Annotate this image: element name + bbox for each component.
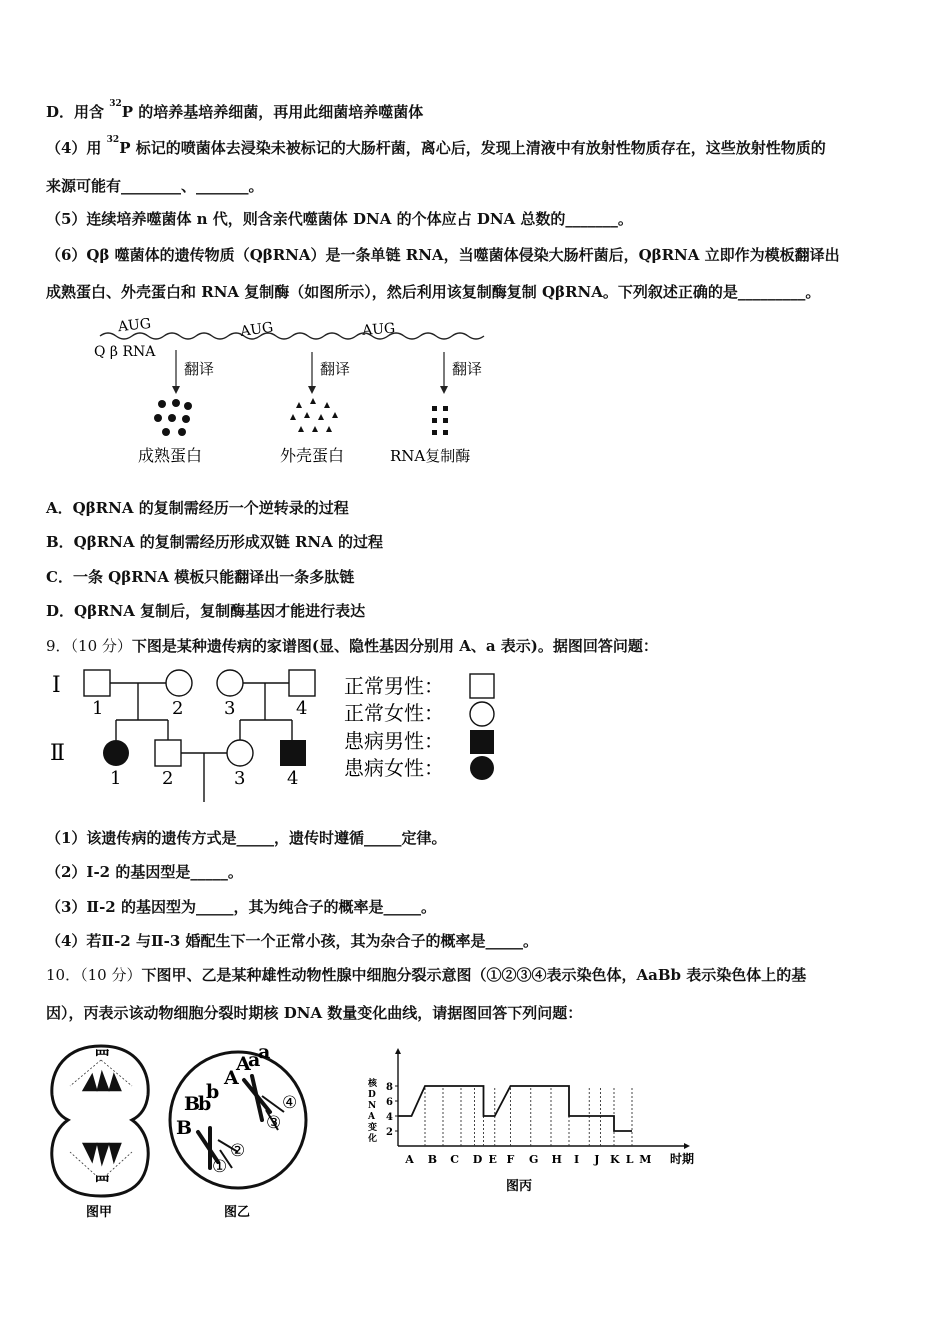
i4-num: 4 <box>296 698 308 719</box>
i2-num: 2 <box>172 698 184 719</box>
i3-normal-female <box>217 670 243 696</box>
legend-normal-male-text: 正常男性： <box>344 674 444 698</box>
x-tick-label: I <box>574 1153 580 1166</box>
label-jia: 图甲 <box>86 1205 113 1220</box>
centrosome-top: 罒 <box>94 1047 111 1066</box>
gen-label-1: Ⅰ <box>52 673 61 698</box>
gene-A2: A <box>224 1067 239 1089</box>
product-replicase: RNA复制酶 <box>390 447 471 465</box>
y-axis-label-char: 变 <box>368 1123 378 1133</box>
gene-a1: a <box>248 1049 261 1071</box>
ii4-num: 4 <box>287 768 299 789</box>
y-tick-label: 8 <box>386 1082 393 1093</box>
q9-sub2: （2）Ⅰ-2 的基因型是_____。 <box>46 863 243 881</box>
dna-curve <box>398 1086 632 1131</box>
option-d-line <box>46 101 423 122</box>
i2-normal-female <box>166 670 192 696</box>
q5-line: （5）连续培养噬菌体 n 代，则含亲代噬菌体 DNA 的个体应占 DNA 总数的_______。 <box>46 210 633 228</box>
centrosome-bottom: 罒 <box>94 1173 111 1192</box>
product-coat: 外壳蛋白 <box>280 446 345 465</box>
x-tick-label: M <box>639 1153 652 1166</box>
q4-rest: P 标记的喷菌体去浸染未被标记的大肠杆菌，离心后，发现上清液中有放射性物质存在，这些放射性物质的 <box>119 139 826 157</box>
legend-affected-female-text: 患病女性： <box>344 756 444 780</box>
x-tick-label: J <box>594 1153 600 1166</box>
x-tick-label: D <box>472 1153 483 1166</box>
gen-label-2: Ⅱ <box>50 741 65 766</box>
option-c: C．一条 QβRNA 模板只能翻译出一条多肽链 <box>46 568 355 586</box>
q6-line2: 成熟蛋白、外壳蛋白和 RNA 复制酶（如图所示），然后利用该复制酶复制 QβRNA。下列叙述正确的是_________。 <box>46 283 821 301</box>
ii3-num: 3 <box>234 768 246 789</box>
option-d-rest: P 的培养基培养细菌，再用此细菌培养噬菌体 <box>121 103 424 121</box>
chart-bing <box>350 1046 695 1196</box>
ii4-affected-male <box>280 740 306 766</box>
gene-b1: b <box>198 1093 212 1115</box>
y-axis-label-char: N <box>368 1101 377 1111</box>
x-tick-label: C <box>450 1153 460 1166</box>
label-yi: 图乙 <box>224 1205 251 1220</box>
q4-line <box>46 137 826 158</box>
legend-affected-female-icon <box>470 756 494 780</box>
y-axis-label-char: 化 <box>368 1134 378 1144</box>
chart-title: 图丙 <box>506 1179 533 1194</box>
x-tick-label: A <box>405 1153 414 1166</box>
q10-number: 10．（10 分） <box>46 966 142 984</box>
q4-line2: 来源可能有________、_______。 <box>46 177 264 195</box>
cell-yi-figure <box>166 1040 316 1220</box>
product-mature: 成熟蛋白 <box>138 446 203 465</box>
y-tick-label: 4 <box>386 1112 393 1123</box>
chrom-2: ② <box>230 1141 246 1161</box>
x-tick-label: H <box>551 1153 562 1166</box>
legend-normal-male-icon <box>470 674 494 698</box>
codon-3: AUG <box>361 320 396 339</box>
x-tick-label: E <box>488 1153 497 1166</box>
translate-2: 翻译 <box>320 360 351 378</box>
x-axis-label: 时期 <box>670 1152 695 1166</box>
y-axis-arrow <box>395 1048 401 1054</box>
option-d-prefix: D．用含 <box>46 103 110 121</box>
chrom-3: ③ <box>266 1113 282 1133</box>
x-tick-label: B <box>427 1153 438 1166</box>
gene-B1: B <box>184 1093 201 1115</box>
legend-affected-male-text: 患病男性： <box>344 729 444 753</box>
translate-1: 翻译 <box>184 360 215 378</box>
y-tick-label: 6 <box>386 1097 393 1108</box>
qbeta-figure <box>90 308 510 473</box>
i3-num: 3 <box>224 698 236 719</box>
chrom-4: ④ <box>282 1093 298 1113</box>
y-axis-label-char: D <box>368 1090 376 1100</box>
i1-num: 1 <box>92 698 104 719</box>
y-tick-label: 2 <box>386 1127 393 1138</box>
q9-sub4: （4）若Ⅱ-2 与Ⅱ-3 婚配生下一个正常小孩，其为杂合子的概率是_____。 <box>46 932 538 950</box>
q9-heading <box>46 635 658 656</box>
x-tick-label: L <box>625 1153 634 1166</box>
ii2-normal-male <box>155 740 181 766</box>
x-tick-label: K <box>610 1153 620 1166</box>
pedigree-figure <box>44 662 514 807</box>
q9-sub3: （3）Ⅱ-2 的基因型为_____，其为纯合子的概率是_____。 <box>46 898 436 916</box>
q10-heading <box>46 964 806 985</box>
translate-3: 翻译 <box>452 360 483 378</box>
option-a: A．QβRNA 的复制需经历一个逆转录的过程 <box>46 499 349 517</box>
x-tick-label: F <box>506 1153 515 1166</box>
y-axis-label-char: 核 <box>368 1079 378 1089</box>
superscript-32: 32 <box>109 99 122 109</box>
x-axis-arrow <box>684 1143 690 1149</box>
ii1-affected-female <box>103 740 129 766</box>
q9-number: 9．（10 分） <box>46 637 132 655</box>
q9-text: 下图是某种遗传病的家谱图(显、隐性基因分别用 A、a 表示)。据图回答问题： <box>131 637 658 655</box>
x-tick-label: G <box>529 1153 539 1166</box>
q10-text: 下图甲、乙是某种雄性动物性腺中细胞分裂示意图（①②③④表示染色体，AaBb 表示染色体上的基 <box>141 966 807 984</box>
arrowhead-1 <box>172 386 180 394</box>
i4-normal-male <box>289 670 315 696</box>
arrowhead-3 <box>440 386 448 394</box>
chrom-1: ① <box>212 1157 228 1177</box>
cell-jia-figure <box>46 1040 156 1220</box>
mature-protein-dots <box>154 399 192 436</box>
ii3-normal-female <box>227 740 253 766</box>
q4-prefix: （4）用 <box>46 139 107 157</box>
option-b: B．QβRNA 的复制需经历形成双链 RNA 的过程 <box>46 533 384 551</box>
legend-normal-female-text: 正常女性： <box>344 701 444 725</box>
superscript-32b: 32 <box>106 135 120 145</box>
gene-a2: a <box>258 1041 271 1063</box>
i1-normal-male <box>84 670 110 696</box>
legend-affected-male-icon <box>470 730 494 754</box>
gene-B2: B <box>176 1117 193 1139</box>
q10-line2: 因），丙表示该动物细胞分裂时期核 DNA 数量变化曲线，请据图回答下列问题： <box>46 1004 583 1022</box>
gene-A1: A <box>236 1053 251 1075</box>
y-axis-label-char: A <box>368 1112 375 1122</box>
legend-normal-female-icon <box>470 702 494 726</box>
q6-line: （6）Qβ 噬菌体的遗传物质（QβRNA）是一条单链 RNA，当噬菌体侵染大肠杆菌后，QβRNA 立即作为模板翻译出 <box>46 246 840 264</box>
ii2-num: 2 <box>162 768 174 789</box>
replicase-squares <box>432 406 448 435</box>
codon-1: AUG <box>117 315 152 336</box>
q9-sub1: （1）该遗传病的遗传方式是_____，遗传时遵循_____定律。 <box>46 829 447 847</box>
arrowhead-2 <box>308 386 316 394</box>
ii1-num: 1 <box>110 768 122 789</box>
codon-2: AUG <box>239 319 275 340</box>
option-d2: D．QβRNA 复制后，复制酶基因才能进行表达 <box>46 602 366 620</box>
rna-wave <box>100 333 484 339</box>
coat-protein-triangles <box>290 398 338 432</box>
rna-label: Q β RNA <box>94 344 156 360</box>
gene-b2: b <box>206 1081 220 1103</box>
